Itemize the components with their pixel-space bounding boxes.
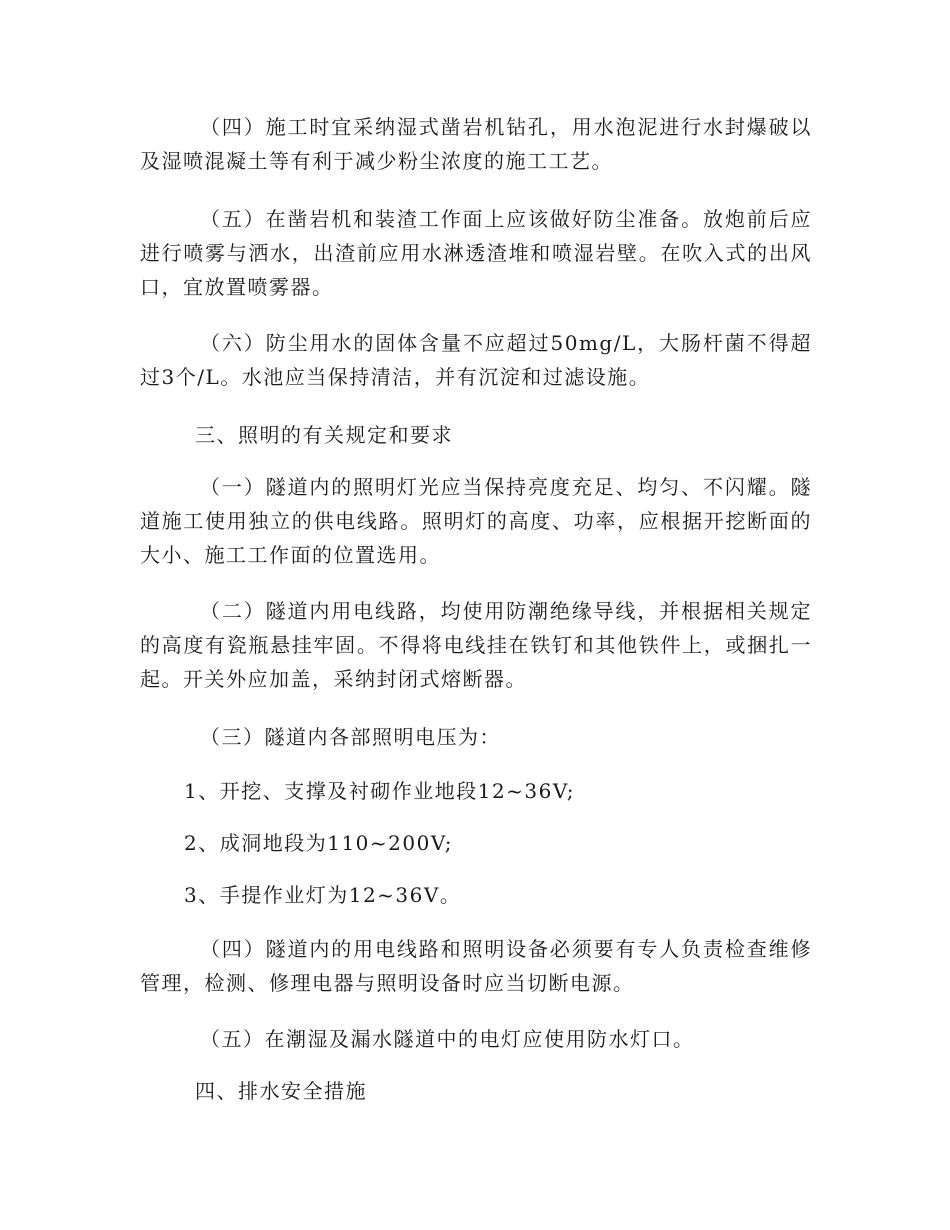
paragraph-lighting-waterproof: （五）在潮湿及漏水隧道中的电灯应使用防水灯口。	[200, 1027, 695, 1051]
paragraph-lighting-wiring: （二）隧道内用电线路，均使用防潮绝缘导线，并根据相关规定的高度有瓷瓶悬挂牢固。不得将电线挂在铁钉和其他铁件上，或捆扎一起。开关外应加盖，采纳封闭式熔断器。	[140, 599, 812, 691]
list-item-voltage-finished-tunnel: 2、成洞地段为110~200V;	[184, 831, 453, 855]
list-item-voltage-excavation: 1、开挖、支撑及衬砌作业地段12~36V;	[184, 779, 576, 803]
paragraph-dust-prevention-workface: （五）在凿岩机和装渣工作面上应该做好防尘准备。放炮前后应进行喷雾与洒水，出渣前应用水淋透渣堆和喷湿岩壁。在吹入式的出风口，宜放置喷雾器。	[140, 207, 812, 299]
paragraph-lighting-brightness: （一）隧道内的照明灯光应当保持亮度充足、均匀、不闪耀。隧道施工使用独立的供电线路。照明灯的高度、功率，应根据开挖断面的大小、施工工作面的位置选用。	[140, 475, 812, 567]
paragraph-dust-drilling: （四）施工时宜采纳湿式凿岩机钻孔，用水泡泥进行水封爆破以及湿喷混凝土等有利于减少粉尘浓度的施工工艺。	[140, 115, 812, 173]
section-heading-drainage: 四、排水安全措施	[195, 1079, 367, 1103]
paragraph-dust-water-quality: （六）防尘用水的固体含量不应超过50mg/L，大肠杆菌不得超过3个/L。水池应当保持清洁，并有沉淀和过滤设施。	[140, 331, 812, 389]
section-heading-lighting: 三、照明的有关规定和要求	[195, 423, 453, 447]
list-item-voltage-hand-lamp: 3、手提作业灯为12~36V。	[184, 883, 462, 907]
paragraph-lighting-voltage-intro: （三）隧道内各部照明电压为：	[200, 725, 501, 749]
paragraph-lighting-maintenance: （四）隧道内的用电线路和照明设备必须要有专人负责检查维修管理，检测、修理电器与照明设备时应当切断电源。	[140, 937, 812, 995]
